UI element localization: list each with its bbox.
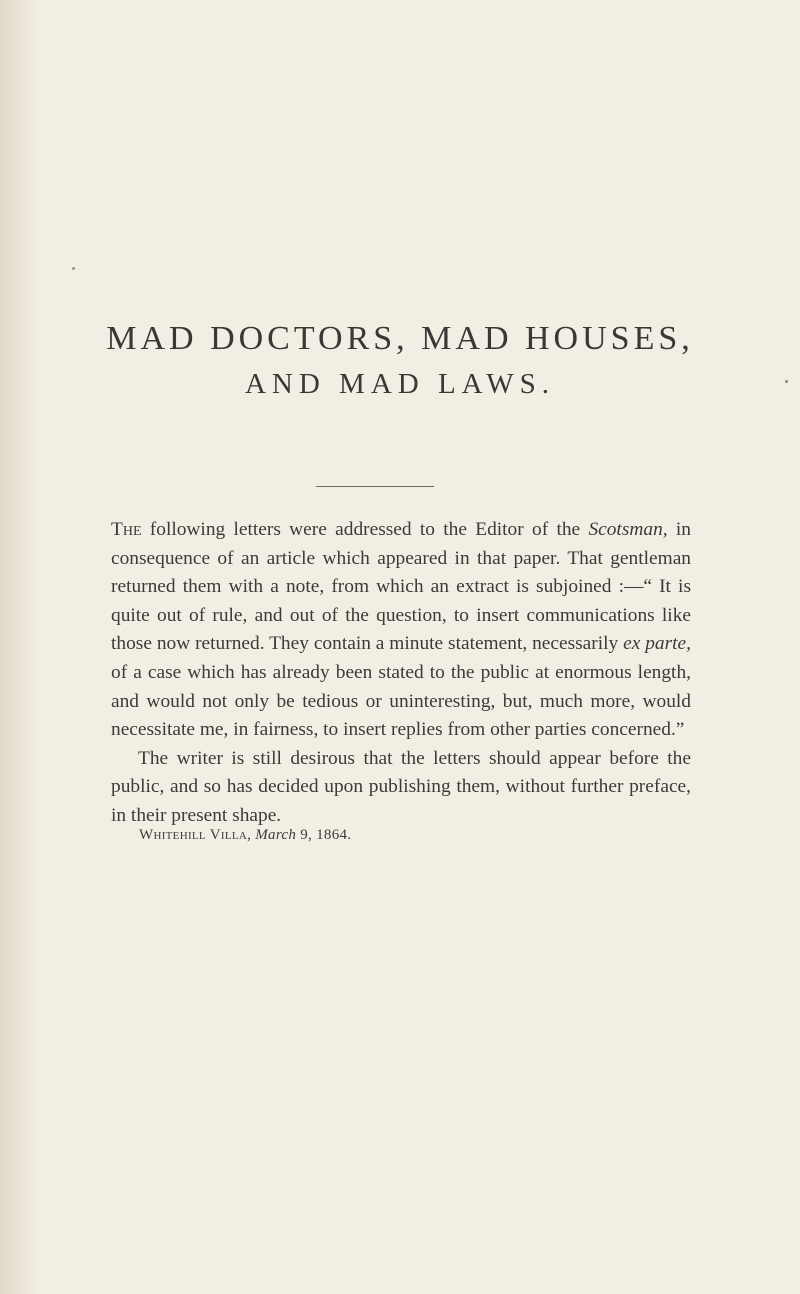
body-text [111,516,691,831]
paragraph-1-text-b: in consequence of an article which appeared in that paper. That gentleman returned them with a note, from which an extract is subjoined :—“ It is quite out of rule, and out of the question, to insert communications like those now returned. They contain a minute statement, necessarily [111,519,691,655]
lead-word: The [111,519,142,540]
latin-phrase: ex parte, [623,633,691,655]
paragraph-1-text-c: of a case which has already been stated to the public at enormous length, and would not only be tedious or uninteresting, but, much more, would necessitate me, in fairness, to insert replies from other parties concerned.” [111,661,691,741]
page-speck [785,380,788,383]
divider-rule [316,486,434,487]
newspaper-name: Scotsman, [588,519,668,540]
title-line-2: AND MAD LAWS. [244,368,556,400]
signoff-month: March [255,827,297,843]
title-line-1: MAD DOCTORS, MAD HOUSES, [106,320,694,357]
signoff-date: 9, 1864. [296,827,352,843]
signoff [139,827,351,844]
paragraph-1-text-a: following letters were addressed to the Editor of the [141,519,589,540]
paragraph-2: The writer is still desirous that the letters should appear before the public, and so has decided upon publishing them, without further preface, in their present shape. [111,747,691,826]
signoff-place: Whitehill Villa, [139,827,252,843]
paragraph-1 [111,516,691,745]
page-speck [72,267,75,270]
